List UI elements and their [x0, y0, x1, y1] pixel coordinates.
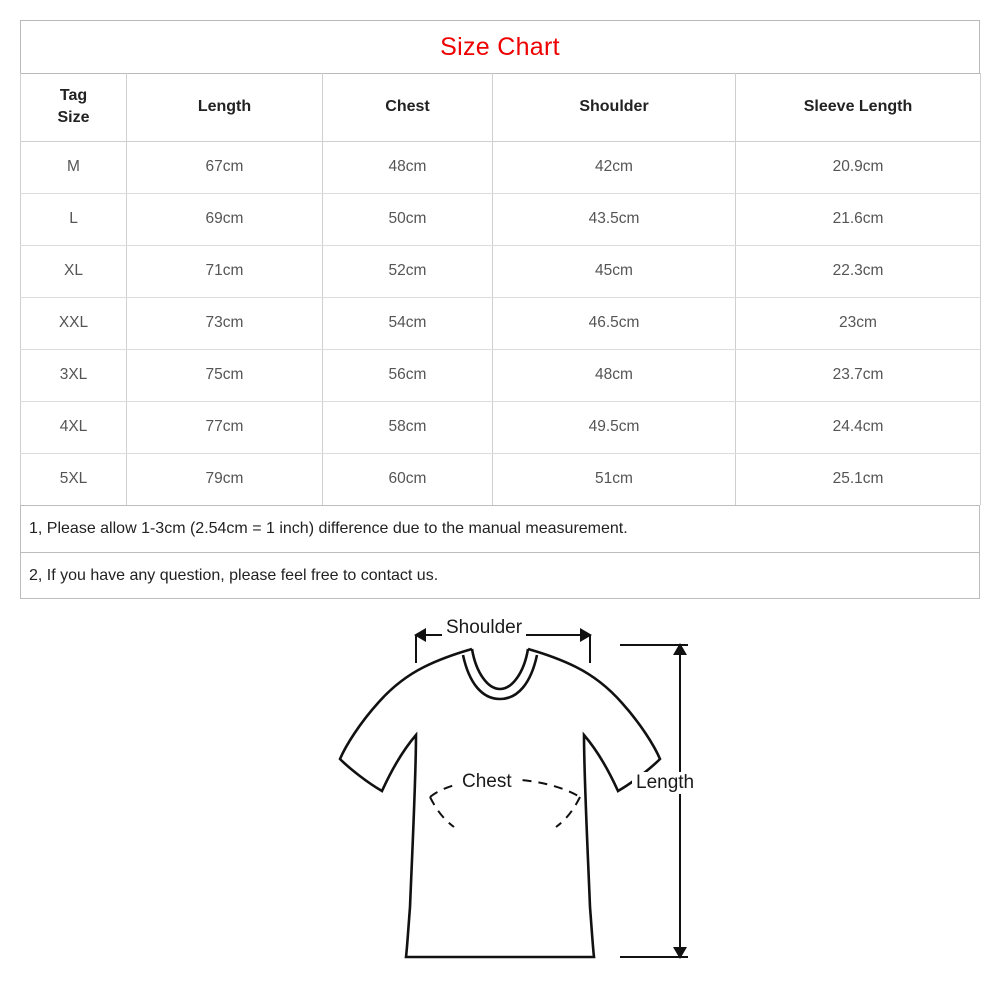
- cell-length: 79cm: [127, 453, 323, 505]
- table-row: [21, 193, 981, 245]
- cell-shoulder: 45cm: [493, 245, 736, 297]
- cell-chest: 58cm: [323, 401, 493, 453]
- cell-sleeve-length: 23.7cm: [736, 349, 981, 401]
- cell-shoulder: 43.5cm: [493, 193, 736, 245]
- column-header-tag-line1: Tag: [59, 87, 88, 105]
- title-box: [20, 20, 980, 74]
- cell-tag-size: 4XL: [21, 401, 127, 453]
- cell-length: 73cm: [127, 297, 323, 349]
- column-header-length: Length: [127, 73, 323, 141]
- column-header-tag-line2: Size: [57, 108, 90, 126]
- cell-chest: 50cm: [323, 193, 493, 245]
- cell-sleeve-length: 20.9cm: [736, 141, 981, 193]
- cell-shoulder: 42cm: [493, 141, 736, 193]
- length-label: Length: [632, 772, 698, 794]
- column-header-tag-size: [21, 73, 127, 141]
- cell-length: 77cm: [127, 401, 323, 453]
- cell-length: 69cm: [127, 193, 323, 245]
- page-title: Size Chart: [440, 32, 560, 61]
- cell-sleeve-length: 22.3cm: [736, 245, 981, 297]
- cell-sleeve-length: 25.1cm: [736, 453, 981, 505]
- table-row: [21, 141, 981, 193]
- table-row: [21, 245, 981, 297]
- table-row: [21, 349, 981, 401]
- cell-chest: 60cm: [323, 453, 493, 505]
- cell-sleeve-length: 21.6cm: [736, 193, 981, 245]
- column-header-sleeve-length: Sleeve Length: [736, 73, 981, 141]
- cell-sleeve-length: 23cm: [736, 297, 981, 349]
- table-header: [21, 73, 981, 141]
- cell-shoulder: 49.5cm: [493, 401, 736, 453]
- length-arrow-icon: [620, 643, 688, 959]
- table-row: [21, 401, 981, 453]
- cell-shoulder: 46.5cm: [493, 297, 736, 349]
- cell-sleeve-length: 24.4cm: [736, 401, 981, 453]
- cell-chest: 48cm: [323, 141, 493, 193]
- cell-tag-size: 5XL: [21, 453, 127, 505]
- cell-length: 75cm: [127, 349, 323, 401]
- note-row-1: 1, Please allow 1-3cm (2.54cm = 1 inch) difference due to the manual measurement.: [29, 520, 628, 537]
- cell-chest: 52cm: [323, 245, 493, 297]
- size-table: [20, 73, 981, 505]
- table-row: [21, 297, 981, 349]
- chest-label: Chest: [458, 771, 516, 793]
- cell-chest: 54cm: [323, 297, 493, 349]
- tshirt-diagram: [20, 617, 980, 967]
- cell-tag-size: XL: [21, 245, 127, 297]
- shoulder-label: Shoulder: [442, 617, 526, 639]
- note-row-2: 2, If you have any question, please feel free to contact us.: [21, 552, 979, 598]
- cell-tag-size: M: [21, 141, 127, 193]
- cell-tag-size: L: [21, 193, 127, 245]
- cell-shoulder: 48cm: [493, 349, 736, 401]
- column-header-chest: Chest: [323, 73, 493, 141]
- cell-tag-size: 3XL: [21, 349, 127, 401]
- table-header-row: [21, 73, 981, 141]
- column-header-shoulder: Shoulder: [493, 73, 736, 141]
- cell-shoulder: 51cm: [493, 453, 736, 505]
- table-body: [21, 141, 981, 505]
- cell-length: 67cm: [127, 141, 323, 193]
- table-row: [21, 453, 981, 505]
- cell-chest: 56cm: [323, 349, 493, 401]
- tshirt-outline: [340, 649, 660, 957]
- cell-length: 71cm: [127, 245, 323, 297]
- cell-tag-size: XXL: [21, 297, 127, 349]
- notes-box: [20, 505, 980, 599]
